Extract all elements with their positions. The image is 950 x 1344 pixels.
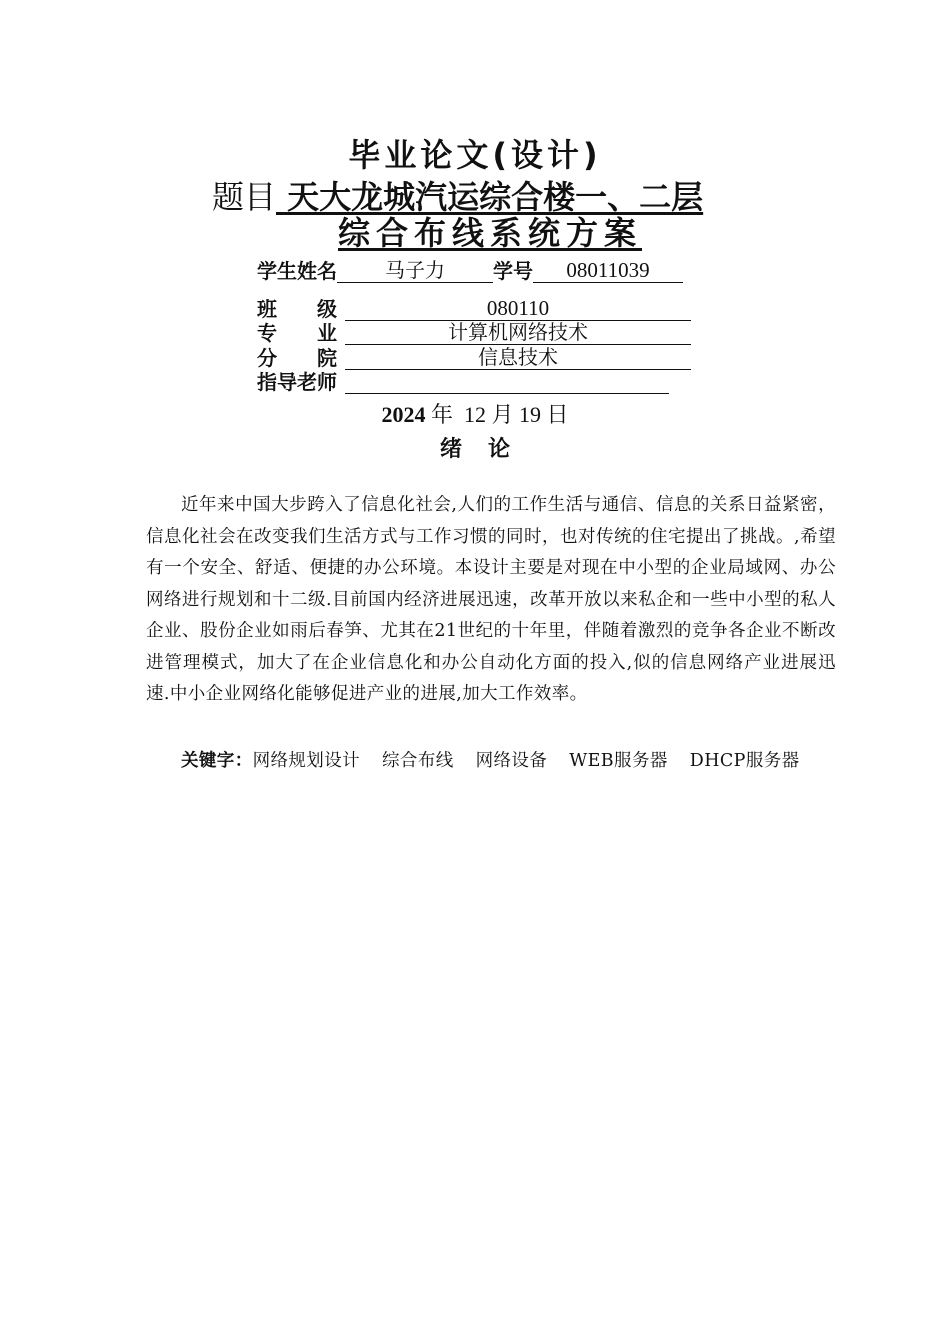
abstract-paragraph: 近年来中国大步跨入了信息化社会,人们的工作生活与通信、信息的关系日益紧密， 信息化社会在改变我们生活方式与工作习惯的同时，也对传统的住宅提出了挑战。,希望有一个安全、舒适、便捷的办公环境。本设计主要是对现在中小型的企业局域网、办公网络进行规划和十二级.目前国内经济进展迅速，改革开放以来私企和一些中小型的私人企业、股份企业如雨后春笋、尤其在21世纪的十年里，伴随着激烈的竞争各企业不断改进管理模式，加大了在企业信息化和办公自动化方面的投入,似的信息网络产业进展迅速.中小企业网络化能够促进产业的进展,加大工作效率。 xyxy=(146,495,836,704)
date-day-unit: 日 xyxy=(546,402,569,427)
section-heading: 绪论 xyxy=(439,437,536,462)
subject-title-line1: 天大龙城汽运综合楼一、二层 xyxy=(276,178,704,216)
class-row xyxy=(257,296,691,321)
student-id-label: 学号 xyxy=(493,259,533,283)
keyword-item: DHCP服务器 xyxy=(689,751,800,771)
class-value: 080110 xyxy=(345,296,691,321)
college-label: 分 院 xyxy=(257,346,337,370)
student-name-value: 马子力 xyxy=(337,258,493,283)
keyword-item: WEB服务器 xyxy=(569,751,668,771)
keyword-item: 网络规划设计 xyxy=(252,751,361,771)
submission-date xyxy=(0,398,950,429)
subject-label: 题目 xyxy=(212,178,277,216)
student-name-label: 学生姓名 xyxy=(257,259,337,283)
subject-title-line2: 综合布线系统方案 xyxy=(337,214,642,252)
major-label: 专 业 xyxy=(257,321,337,345)
keyword-item: 综合布线 xyxy=(382,751,454,771)
page-title: 毕业论文(设计) xyxy=(348,136,602,174)
date-day: 19 xyxy=(519,402,541,427)
keyword-item: 网络设备 xyxy=(475,751,548,771)
advisor-row xyxy=(257,369,669,394)
major-row xyxy=(257,320,691,345)
advisor-value xyxy=(345,369,669,394)
date-month: 12 xyxy=(463,402,486,427)
date-year: 2024 xyxy=(381,402,426,427)
major-value: 计算机网络技术 xyxy=(345,320,691,345)
student-info-row xyxy=(257,258,683,283)
class-label: 班 级 xyxy=(257,297,337,321)
date-month-unit: 月 xyxy=(491,402,514,427)
college-value: 信息技术 xyxy=(345,345,691,370)
keywords-label: 关键字： xyxy=(181,751,253,771)
college-row xyxy=(257,345,691,370)
student-id-value: 08011039 xyxy=(533,258,683,283)
date-year-unit: 年 xyxy=(430,402,453,427)
keywords-paragraph xyxy=(146,746,836,776)
advisor-label: 指导老师 xyxy=(257,370,337,394)
